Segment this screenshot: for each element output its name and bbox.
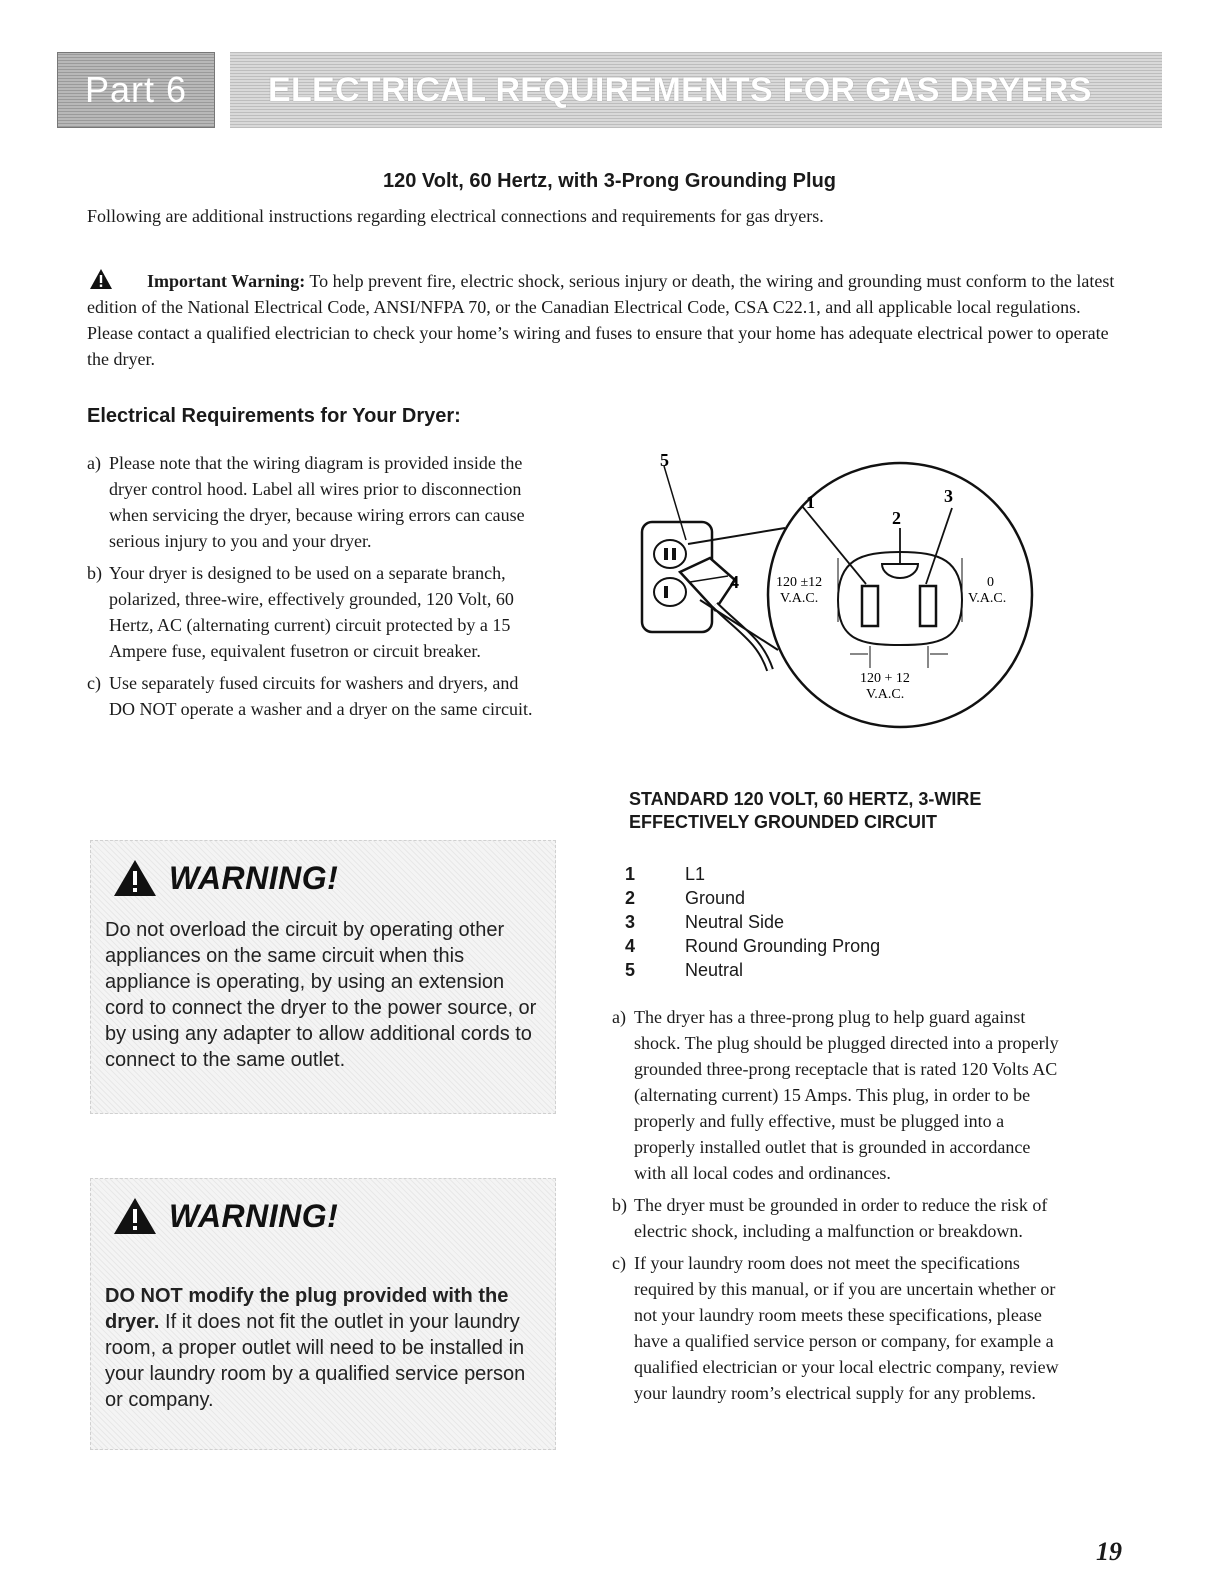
warning-text xyxy=(105,1283,545,1413)
callout-1: 1 xyxy=(806,492,815,512)
callout-3: 3 xyxy=(944,486,953,506)
list-marker: c) xyxy=(87,673,101,693)
legend-label: Neutral Side xyxy=(685,912,785,932)
outlet-socket-top xyxy=(654,540,686,568)
legend-label: Ground xyxy=(685,888,746,908)
list-item xyxy=(612,1250,1062,1406)
callout-5: 5 xyxy=(660,450,669,470)
page-title: ELECTRICAL REQUIREMENTS FOR GAS DRYERS xyxy=(268,70,1092,109)
legend-num: 1 xyxy=(625,864,636,884)
legend-row xyxy=(625,958,880,982)
voltage-left: 120 ±12 xyxy=(776,575,823,590)
voltage-right-unit: V.A.C. xyxy=(968,591,1007,606)
plug-notes-list xyxy=(612,1004,1062,1412)
voltage-left-unit: V.A.C. xyxy=(780,591,819,606)
list-marker: a) xyxy=(87,453,101,473)
diagram-caption xyxy=(629,788,981,834)
warning-triangle-icon xyxy=(113,1197,157,1235)
legend-label: L1 xyxy=(685,864,706,884)
list-text: Your dryer is designed to be used on a separate branch, polarized, three-wire, effectively grounded, 120 Volt, 60 Hertz, AC (alternating current) circuit protected by a 15 Ampere fuse, equivalent fusetron or circuit breaker. xyxy=(109,563,514,661)
list-item xyxy=(612,1004,1062,1186)
requirements-list xyxy=(87,450,547,728)
list-item xyxy=(87,670,547,722)
list-text: The dryer must be grounded in order to reduce the risk of electric shock, including a malfunction or breakdown. xyxy=(634,1195,1048,1241)
warning-triangle-icon xyxy=(89,268,113,290)
important-warning-text: To help prevent fire, electric shock, serious injury or death, the wiring and grounding must conform to the latest edition of the National Electrical Code, ANSI/NFPA 70, or the Canadian Electrical Code, CSA C22.1, and all applicable local regulations. Please contact a qualified electrician to check your home’s wiring and fuses to ensure that your home has adequate electrical power to operate the dryer. xyxy=(87,271,1115,369)
legend-row xyxy=(625,886,880,910)
voltage-bottom-unit: V.A.C. xyxy=(866,687,905,702)
list-text: Please note that the wiring diagram is provided inside the dryer control hood. Label all wires prior to disconnection when servicing the dryer, because wiring errors can cause serious injury to you and your dryer. xyxy=(109,453,525,551)
legend-num: 3 xyxy=(625,912,636,932)
caption-line: STANDARD 120 VOLT, 60 HERTZ, 3-WIRE xyxy=(629,789,982,809)
warning-triangle-icon xyxy=(113,859,157,897)
page-number: 19 xyxy=(1096,1537,1122,1566)
important-warning xyxy=(87,268,1117,372)
warning-bold-text: DO NOT modify the plug provided with the dryer. xyxy=(105,1285,509,1333)
list-item xyxy=(87,450,547,554)
outlet-wiring-diagram xyxy=(620,440,1060,750)
warning-header xyxy=(113,859,338,897)
outlet-socket-bottom xyxy=(654,578,686,606)
warning-heading: WARNING! xyxy=(169,859,339,896)
legend-label: Neutral xyxy=(685,960,744,980)
warning-header xyxy=(113,1197,338,1235)
list-text: The dryer has a three-prong plug to help guard against shock. The plug should be plugged directed into a properly grounded three-prong receptacle that is rated 120 Volts AC (alternating current) 15 Amps. This plug, in order to be properly and fully effective, must be plugged into a properly installed outlet that is grounded in accordance with all local codes and ordinances. xyxy=(634,1007,1059,1183)
warning-rest-text: If it does not fit the outlet in your laundry room, a proper outlet will need to be installed in your laundry room by a qualified service person or company. xyxy=(105,1311,526,1411)
requirements-heading: Electrical Requirements for Your Dryer: xyxy=(87,405,461,427)
voltage-right: 0 xyxy=(987,575,994,590)
list-item xyxy=(612,1192,1062,1244)
callout-4: 4 xyxy=(730,572,739,592)
list-marker: b) xyxy=(87,563,102,583)
legend-num: 2 xyxy=(625,888,636,908)
warning-heading: WARNING! xyxy=(169,1197,339,1234)
list-marker: c) xyxy=(612,1253,626,1273)
intro-text: Following are additional instructions regarding electrical connections and requirements for gas dryers. xyxy=(87,206,824,226)
warning-text: Do not overload the circuit by operating other appliances on the same circuit when this appliance is operating, by using an extension cord to connect the dryer to the power source, or by using any adapter to allow additional cords to connect to the same outlet. xyxy=(105,919,537,1071)
callout-2: 2 xyxy=(892,508,901,528)
legend-num: 4 xyxy=(625,936,636,956)
legend-row xyxy=(625,934,880,958)
l1-slot xyxy=(862,586,878,626)
part-label: Part 6 xyxy=(84,69,188,110)
neutral-slot xyxy=(920,586,936,626)
legend-label: Round Grounding Prong xyxy=(685,936,881,956)
part-tab xyxy=(57,52,215,128)
legend-row xyxy=(625,862,880,886)
list-text: Use separately fused circuits for washers and dryers, and DO NOT operate a washer and a dryer on the same circuit. xyxy=(109,673,533,719)
warning-box-overload xyxy=(90,840,556,1114)
list-text: If your laundry room does not meet the specifications required by this manual, or if you are uncertain whether or not your laundry room meets these specifications, please have a qualified service person or company, for example a qualified electrician or your local electric company, review your laundry room’s electrical supply for any problems. xyxy=(634,1253,1059,1403)
legend-row xyxy=(625,910,880,934)
legend-num: 5 xyxy=(625,960,636,980)
list-marker: a) xyxy=(612,1007,626,1027)
caption-line: EFFECTIVELY GROUNDED CIRCUIT xyxy=(629,812,938,832)
subtitle: 120 Volt, 60 Hertz, with 3-Prong Grounding Plug xyxy=(383,170,836,192)
list-marker: b) xyxy=(612,1195,627,1215)
title-bar xyxy=(230,52,1162,128)
list-item xyxy=(87,560,547,664)
important-warning-label: Important Warning: xyxy=(147,271,306,291)
warning-box-plug xyxy=(90,1178,556,1450)
voltage-bottom: 120 + 12 xyxy=(860,671,910,686)
diagram-legend xyxy=(625,862,880,982)
